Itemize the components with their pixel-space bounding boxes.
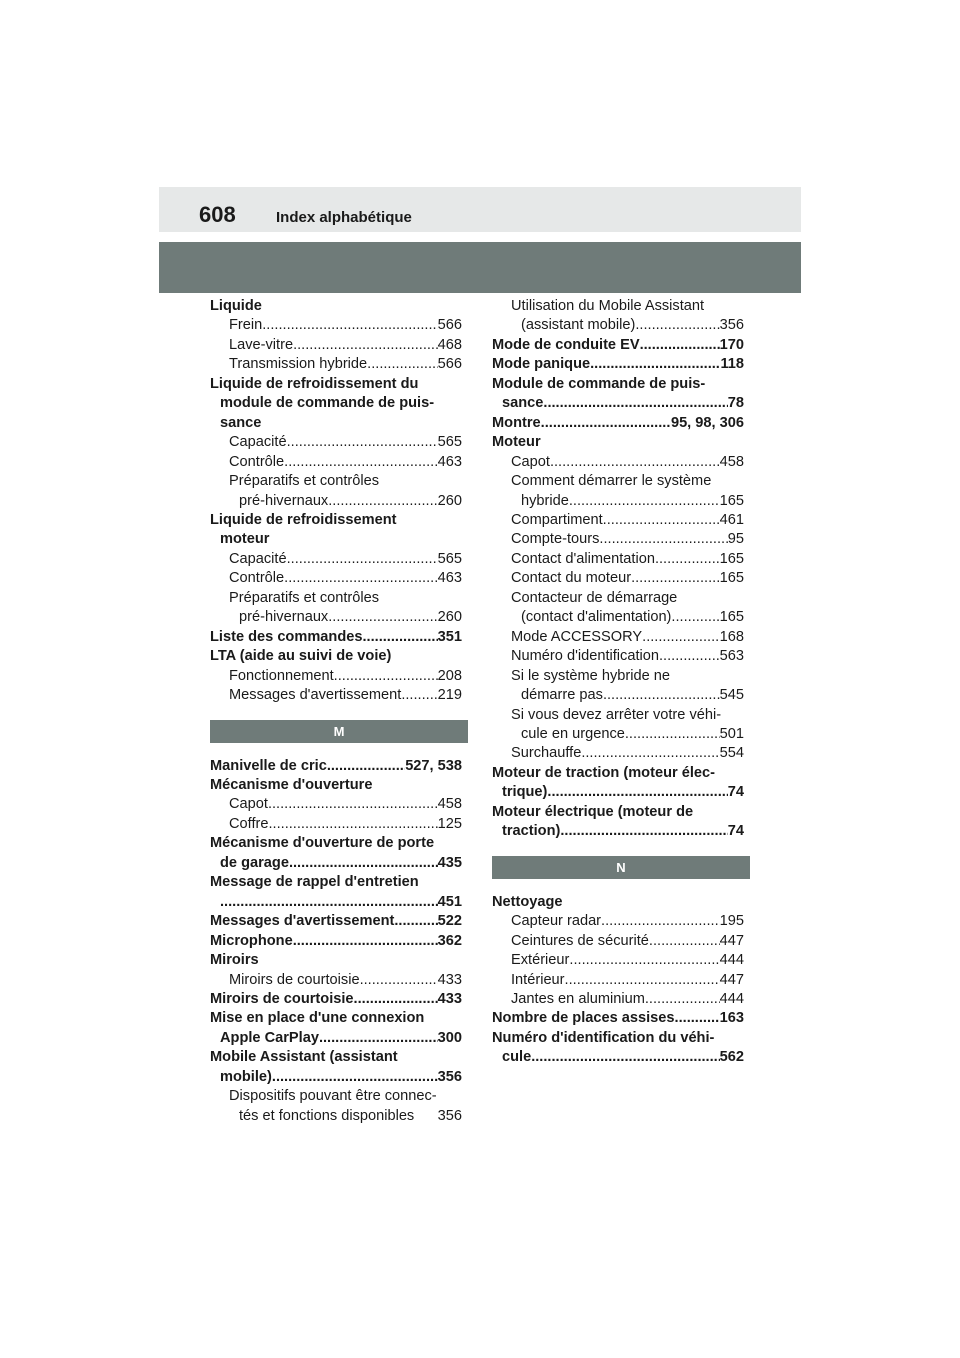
- entry-page-ref[interactable]: 562: [719, 1049, 744, 1066]
- index-subentry: [492, 316, 744, 335]
- index-entry: [210, 893, 462, 912]
- dot-leader: [220, 893, 438, 912]
- index-subentry: [492, 550, 744, 569]
- index-entry: [492, 1048, 744, 1067]
- entry-page-ref[interactable]: 165: [719, 570, 744, 587]
- entry-term: Capot: [511, 453, 550, 470]
- dot-leader: [327, 757, 405, 776]
- dot-leader: [675, 1009, 720, 1028]
- dot-leader: [569, 951, 719, 970]
- entry-term: Numéro d'identification du véhi-: [492, 1029, 715, 1046]
- entry-page-ref[interactable]: 522: [437, 913, 462, 930]
- index-subentry: [210, 795, 462, 814]
- index-entry: [210, 1029, 462, 1048]
- entry-page-ref[interactable]: 501: [719, 725, 744, 742]
- dot-leader: [367, 355, 437, 374]
- index-subentry: [492, 744, 744, 763]
- entry-term: Si le système hybride ne: [511, 667, 670, 684]
- entry-term: démarre pas: [521, 687, 603, 704]
- dot-leader: [401, 686, 437, 705]
- entry-term: Ceintures de sécurité: [511, 932, 649, 949]
- index-entry: [210, 530, 462, 549]
- entry-page-ref[interactable]: 447: [719, 971, 744, 988]
- index-subentry: [492, 686, 744, 705]
- dot-leader: [268, 795, 438, 814]
- index-subentry: [210, 589, 462, 608]
- dot-leader: [272, 1068, 438, 1087]
- entry-page-ref[interactable]: 444: [719, 952, 744, 969]
- index-subentry: [492, 912, 744, 931]
- entry-page-ref[interactable]: 219: [437, 687, 462, 704]
- entry-term: Lave-vitre: [229, 336, 294, 353]
- entry-term: (assistant mobile): [521, 317, 636, 334]
- entry-page-ref[interactable]: 74: [727, 784, 744, 801]
- index-subentry: [492, 628, 744, 647]
- entry-term: Mise en place d'une connexion: [210, 1010, 425, 1027]
- entry-term: Coffre: [229, 815, 269, 832]
- index-column-right: [492, 297, 744, 1068]
- entry-term: Liquide de refroidissement: [210, 511, 397, 528]
- index-subentry: [492, 706, 744, 725]
- index-subentry: [210, 433, 462, 452]
- index-subentry: [210, 815, 462, 834]
- dot-leader: [655, 550, 720, 569]
- entry-page-ref[interactable]: 208: [437, 667, 462, 684]
- index-entry: [210, 297, 462, 316]
- dot-leader: [541, 414, 671, 433]
- entry-term: Contrôle: [229, 453, 285, 470]
- entry-page-ref[interactable]: 165: [719, 492, 744, 509]
- entry-term: Préparatifs et contrôles: [229, 589, 380, 606]
- entry-page-ref[interactable]: 74: [727, 823, 744, 840]
- entry-term: module de commande de puis-: [220, 395, 435, 412]
- entry-term: Mécanisme d'ouverture: [210, 776, 373, 793]
- index-subentry: [492, 297, 744, 316]
- entry-term: Miroirs: [210, 952, 259, 969]
- entry-page-ref[interactable]: 168: [719, 628, 744, 645]
- entry-term: Compte-tours: [511, 531, 600, 548]
- entry-page-ref[interactable]: 95, 98, 306: [670, 414, 744, 431]
- entry-page-ref[interactable]: 195: [719, 913, 744, 930]
- entry-page-ref[interactable]: 351: [437, 628, 462, 645]
- index-subentry: [492, 725, 744, 744]
- entry-page-ref[interactable]: 468: [437, 336, 462, 353]
- entry-page-ref[interactable]: 458: [719, 453, 744, 470]
- letter-heading: N: [492, 856, 750, 879]
- entry-page-ref[interactable]: 163: [719, 1010, 744, 1027]
- entry-term: Apple CarPlay: [220, 1029, 319, 1046]
- entry-term: Moteur: [492, 434, 541, 451]
- entry-page-ref[interactable]: 566: [437, 356, 462, 373]
- entry-term: Mobile Assistant (assistant: [210, 1049, 398, 1066]
- dot-leader: [581, 744, 719, 763]
- entry-term: Capot: [229, 796, 268, 813]
- index-entry: [492, 822, 744, 841]
- index-entry: [210, 1048, 462, 1067]
- entry-page-ref[interactable]: 356: [437, 1068, 462, 1085]
- index-entry: [492, 1029, 744, 1048]
- index-entry: [492, 414, 744, 433]
- entry-page-ref[interactable]: 463: [437, 453, 462, 470]
- entry-term: Montre: [492, 414, 541, 431]
- entry-page-ref[interactable]: 433: [437, 990, 462, 1007]
- dot-leader: [671, 608, 719, 627]
- entry-term: Liste des commandes: [210, 628, 363, 645]
- index-subentry: [492, 667, 744, 686]
- index-entry: [210, 414, 462, 433]
- entry-term: Mode de conduite EV: [492, 336, 640, 353]
- dot-leader: [645, 990, 720, 1009]
- index-subentry: [210, 472, 462, 491]
- index-entry: [210, 834, 462, 853]
- index-entry: [210, 394, 462, 413]
- entry-page-ref[interactable]: 433: [437, 971, 462, 988]
- dot-leader: [649, 932, 720, 951]
- dot-leader: [289, 854, 438, 873]
- dot-leader: [601, 912, 720, 931]
- index-subentry: [492, 589, 744, 608]
- index-entry: [492, 783, 744, 802]
- index-subentry: [492, 569, 744, 588]
- index-entry: [210, 647, 462, 666]
- entry-term: Capacité: [229, 550, 287, 567]
- dot-leader: [543, 394, 727, 413]
- dot-leader: [334, 667, 438, 686]
- entry-term: Capacité: [229, 434, 287, 451]
- entry-page-ref[interactable]: 260: [437, 609, 462, 626]
- entry-term: Transmission hybride: [229, 356, 368, 373]
- index-entry: [492, 764, 744, 783]
- index-entry: [210, 757, 462, 776]
- dot-leader: [328, 492, 437, 511]
- index-subentry: [210, 492, 462, 511]
- entry-term: Miroirs de courtoisie: [210, 990, 354, 1007]
- entry-term: cule en urgence: [521, 725, 625, 742]
- dot-leader: [354, 990, 438, 1009]
- header-band: [159, 187, 801, 232]
- entry-term: traction): [502, 823, 561, 840]
- dot-leader: [550, 453, 720, 472]
- index-subentry: [210, 667, 462, 686]
- entry-term: Fonctionnement: [229, 667, 334, 684]
- index-entry: [210, 873, 462, 892]
- entry-term: Messages d'avertissement: [229, 687, 402, 704]
- entry-term: sance: [220, 414, 262, 431]
- dot-leader: [565, 971, 720, 990]
- entry-term: Contact du moteur: [511, 570, 632, 587]
- letter-heading: M: [210, 720, 468, 743]
- dot-leader: [293, 932, 438, 951]
- index-subentry: [492, 932, 744, 951]
- entry-page-ref[interactable]: 447: [719, 932, 744, 949]
- dot-leader: [659, 647, 720, 666]
- entry-term: Mécanisme d'ouverture de porte: [210, 835, 435, 852]
- index-subentry: [492, 472, 744, 491]
- index-entry: [210, 951, 462, 970]
- entry-term: Numéro d'identification: [511, 648, 659, 665]
- index-entry: [492, 394, 744, 413]
- entry-page-ref[interactable]: 118: [720, 356, 744, 373]
- entry-term: LTA (aide au suivi de voie): [210, 648, 392, 665]
- entry-term: Microphone: [210, 932, 293, 949]
- entry-page-ref[interactable]: 444: [719, 990, 744, 1007]
- index-subentry: [492, 971, 744, 990]
- entry-term: sance: [502, 395, 544, 412]
- entry-page-ref[interactable]: 565: [437, 434, 462, 451]
- index-entry: [492, 433, 744, 452]
- index-subentry: [492, 453, 744, 472]
- index-subentry: [492, 951, 744, 970]
- index-subentry: [492, 530, 744, 549]
- dot-leader: [268, 815, 437, 834]
- entry-term: Nombre de places assises: [492, 1010, 675, 1027]
- entry-term: Préparatifs et contrôles: [229, 473, 380, 490]
- index-subentry: [210, 1107, 462, 1126]
- entry-term: Extérieur: [511, 952, 570, 969]
- index-entry: [210, 1009, 462, 1028]
- entry-page-ref[interactable]: 554: [719, 745, 744, 762]
- index-subentry: [210, 1087, 462, 1106]
- index-subentry: [492, 608, 744, 627]
- entry-page-ref[interactable]: 170: [719, 336, 744, 353]
- index-entry: [492, 893, 744, 912]
- entry-term: Capteur radar: [511, 913, 602, 930]
- dot-leader: [625, 725, 720, 744]
- entry-term: Dispositifs pouvant être connec-: [229, 1088, 437, 1105]
- index-entry: [492, 1009, 744, 1028]
- index-entry: [210, 932, 462, 951]
- entry-page-ref[interactable]: 95: [727, 531, 744, 548]
- entry-term: Manivelle de cric: [210, 757, 327, 774]
- dot-leader: [262, 316, 437, 335]
- page-number: 608: [199, 202, 236, 227]
- entry-term: Utilisation du Mobile Assistant: [511, 298, 705, 314]
- dot-leader: [362, 628, 437, 647]
- index-subentry: [210, 316, 462, 335]
- entry-term: Message de rappel d'entretien: [210, 874, 419, 891]
- entry-term: Moteur électrique (moteur de: [492, 803, 694, 820]
- entry-page-ref[interactable]: 165: [719, 609, 744, 626]
- index-subentry: [210, 686, 462, 705]
- dot-leader: [560, 822, 727, 841]
- index-subentry: [210, 608, 462, 627]
- entry-term: Contacteur de démarrage: [511, 589, 678, 606]
- dot-leader: [287, 433, 438, 452]
- entry-page-ref[interactable]: 563: [719, 648, 744, 665]
- dot-leader: [603, 686, 720, 705]
- dot-leader: [319, 1029, 438, 1048]
- dot-leader: [360, 971, 438, 990]
- index-subentry: [492, 492, 744, 511]
- index-subentry: [210, 453, 462, 472]
- entry-page-ref[interactable]: 362: [437, 932, 462, 949]
- entry-term: Mode panique: [492, 356, 591, 373]
- entry-page-ref[interactable]: 566: [437, 317, 462, 334]
- entry-term: Frein: [229, 317, 263, 334]
- entry-page-ref[interactable]: 458: [437, 796, 462, 813]
- index-subentry: [210, 336, 462, 355]
- index-subentry: [492, 990, 744, 1009]
- entry-page-ref[interactable]: 356: [437, 1107, 462, 1124]
- index-entry: [210, 628, 462, 647]
- entry-term: Contrôle: [229, 570, 285, 587]
- dot-leader: [599, 530, 727, 549]
- index-entry: [210, 1068, 462, 1087]
- entry-term: Si vous devez arrêter votre véhi-: [511, 706, 722, 723]
- index-entry: [492, 355, 744, 374]
- dot-leader: [603, 511, 720, 530]
- section-title: Index alphabétique: [276, 209, 412, 226]
- entry-page-ref[interactable]: 565: [437, 550, 462, 567]
- entry-page-ref[interactable]: 527, 538: [405, 757, 462, 774]
- dot-leader: [640, 336, 720, 355]
- dot-leader: [284, 569, 437, 588]
- entry-term: Comment démarrer le système: [511, 473, 712, 490]
- entry-term: Liquide: [210, 298, 262, 314]
- index-entry: [210, 854, 462, 873]
- entry-term: Contact d'alimentation: [511, 550, 655, 567]
- dot-leader: [531, 1048, 719, 1067]
- dot-leader: [547, 783, 727, 802]
- entry-term: cule: [502, 1049, 532, 1066]
- index-subentry: [210, 355, 462, 374]
- index-subentry: [492, 647, 744, 666]
- entry-term: mobile): [220, 1068, 272, 1085]
- index-subentry: [210, 569, 462, 588]
- entry-term: Miroirs de courtoisie: [229, 971, 360, 988]
- entry-page-ref[interactable]: 125: [437, 815, 462, 832]
- index-entry: [210, 990, 462, 1009]
- entry-page-ref[interactable]: 356: [719, 317, 744, 334]
- entry-term: Nettoyage: [492, 893, 563, 910]
- index-entry: [492, 375, 744, 394]
- dot-leader: [394, 912, 437, 931]
- dot-leader: [569, 492, 720, 511]
- index-entry: [210, 375, 462, 394]
- dot-leader: [287, 550, 438, 569]
- entry-term: pré-hivernaux: [239, 609, 329, 626]
- entry-page-ref[interactable]: 165: [719, 550, 744, 567]
- entry-page-ref[interactable]: 461: [719, 511, 744, 528]
- entry-page-ref[interactable]: 451: [437, 893, 462, 910]
- index-subentry: [210, 971, 462, 990]
- entry-page-ref[interactable]: 435: [437, 854, 462, 871]
- entry-page-ref[interactable]: 300: [437, 1029, 462, 1046]
- entry-term: Liquide de refroidissement du: [210, 375, 419, 392]
- dot-leader: [284, 453, 437, 472]
- dot-leader: [293, 336, 438, 355]
- index-column-left: [210, 297, 462, 1126]
- dot-leader: [414, 1107, 437, 1126]
- dot-leader: [635, 316, 719, 335]
- dot-leader: [642, 628, 720, 647]
- entry-term: (contact d'alimentation): [521, 609, 672, 626]
- entry-term: hybride: [521, 492, 569, 509]
- entry-page-ref[interactable]: 260: [437, 492, 462, 509]
- index-subentry: [492, 511, 744, 530]
- entry-term: Messages d'avertissement: [210, 913, 395, 930]
- entry-term: Compartiment: [511, 511, 603, 528]
- entry-page-ref[interactable]: 78: [727, 395, 744, 412]
- dot-leader: [590, 355, 720, 374]
- entry-term: Mode ACCESSORY: [511, 628, 643, 645]
- entry-term: Jantes en aluminium: [511, 990, 645, 1007]
- entry-term: Intérieur: [511, 971, 565, 988]
- index-entry: [210, 776, 462, 795]
- index-entry: [210, 912, 462, 931]
- entry-term: Surchauffe: [511, 745, 582, 762]
- entry-page-ref[interactable]: 463: [437, 570, 462, 587]
- section-banner: [159, 242, 801, 293]
- entry-term: tés et fonctions disponibles: [239, 1107, 415, 1124]
- index-entry: [492, 803, 744, 822]
- entry-term: trique): [502, 784, 548, 801]
- entry-term: Module de commande de puis-: [492, 375, 706, 392]
- index-subentry: [210, 550, 462, 569]
- entry-term: de garage: [220, 854, 289, 871]
- dot-leader: [328, 608, 437, 627]
- entry-term: pré-hivernaux: [239, 492, 329, 509]
- entry-page-ref[interactable]: 545: [719, 687, 744, 704]
- index-entry: [210, 511, 462, 530]
- entry-term: moteur: [220, 531, 270, 548]
- index-entry: [492, 336, 744, 355]
- entry-term: Moteur de traction (moteur élec-: [492, 764, 715, 781]
- dot-leader: [631, 569, 720, 588]
